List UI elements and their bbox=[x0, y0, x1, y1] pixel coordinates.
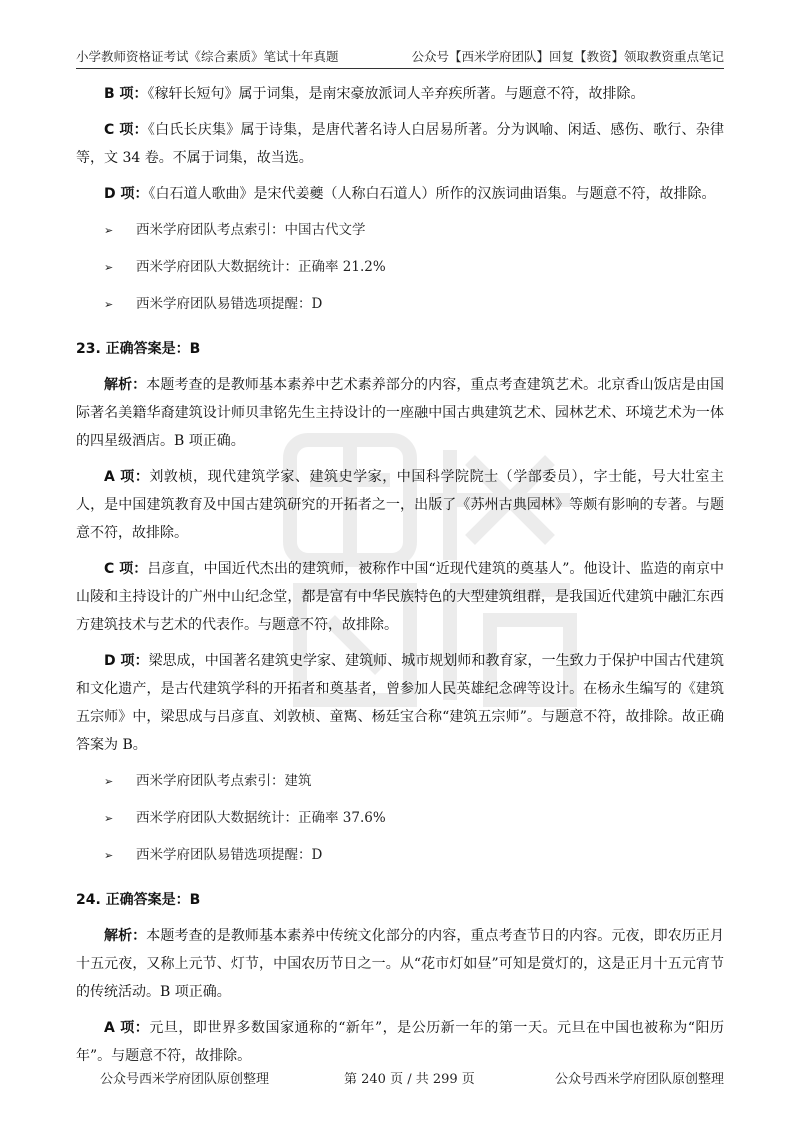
arrow-bullet-icon: ➢ bbox=[104, 849, 114, 862]
page-number: 第 240 页 / 共 299 页 bbox=[344, 1072, 475, 1087]
question-24-heading: 24. 正确答案是：B bbox=[76, 892, 201, 908]
footer-right: 公众号西米学府团队原创整理 bbox=[554, 1072, 724, 1087]
list-item: ➢ 西米学府团队易错选项提醒：D bbox=[76, 841, 724, 870]
question-23-option-c: C 项：吕彦直，中国近代杰出的建筑师，被称作中国“近现代建筑的奠基人”。他设计、监造的南京中山陵和主持设计的广州中山纪念堂，都是富有中华民族特色的大型建筑组群，是我国近代建筑中融汇东西方建筑技术与艺术的代表作。与题意不符，故排除。 bbox=[76, 561, 724, 633]
prev-option-b: B 项：《稼轩长短句》属于词集，是南宋豪放派词人辛弃疾所著。与题意不符，故排除。 bbox=[104, 86, 645, 102]
page-header bbox=[76, 40, 724, 69]
question-24-analysis: 解析：本题考查的是教师基本素养中传统文化部分的内容，重点考查节日的内容。元夜，即农历正月十五元夜，又称上元节、灯节，中国农历节日之一。从“花市灯如昼”可知是赏灯的，这是正月十五元宵节的传统活动。B 项正确。 bbox=[76, 928, 724, 1000]
list-item: ➢ 西米学府团队考点索引：中国古代文学 bbox=[76, 216, 724, 245]
prev-option-d: D 项：《白石道人歌曲》是宋代姜夔（人称白石道人）所作的汉族词曲语集。与题意不符，故排除。 bbox=[104, 186, 716, 202]
arrow-bullet-icon: ➢ bbox=[104, 812, 114, 825]
footer-left: 公众号西米学府团队原创整理 bbox=[100, 1072, 270, 1087]
list-item: ➢ 西米学府团队大数据统计：正确率 37.6% bbox=[76, 804, 724, 833]
prev-option-c: C 项：《白氏长庆集》属于诗集，是唐代著名诗人白居易所著。分为讽喻、闲适、感伤、歌行、杂律等，文 34 卷。不属于词集，故当选。 bbox=[76, 122, 724, 166]
question-23-heading: 23. 正确答案是：B bbox=[76, 341, 201, 357]
page-content bbox=[76, 80, 724, 1078]
question-24-option-a: A 项：元旦，即世界多数国家通称的“新年”，是公历新一年的第一天。元旦在中国也被称为“阳历年”。与题意不符，故排除。 bbox=[76, 1020, 724, 1064]
question-23-option-a: A 项：刘敦桢，现代建筑学家、建筑史学家，中国科学院院士（学部委员），字士能，号大壮室主人，是中国建筑教育及中国古建筑研究的开拓者之一，出版了《苏州古典园林》等颇有影响的专著。与题意不符，故排除。 bbox=[76, 469, 724, 541]
list-item: ➢ 西米学府团队考点索引：建筑 bbox=[76, 767, 724, 796]
arrow-bullet-icon: ➢ bbox=[104, 775, 114, 788]
list-item: ➢ 西米学府团队大数据统计：正确率 21.2% bbox=[76, 253, 724, 282]
header-right: 公众号【西米学府团队】回复【教资】领取教资重点笔记 bbox=[411, 49, 724, 64]
header-left: 小学教师资格证考试《综合素质》笔试十年真题 bbox=[76, 49, 339, 64]
arrow-bullet-icon: ➢ bbox=[104, 224, 114, 237]
list-item: ➢ 西米学府团队易错选项提醒：D bbox=[76, 290, 724, 319]
question-23-option-d: D 项：梁思成，中国著名建筑史学家、建筑师、城市规划师和教育家，一生致力于保护中国古代建筑和文化遗产，是古代建筑学科的开拓者和奠基者，曾参加人民英雄纪念碑等设计。在杨永生编写的《建筑五宗师》中，梁思成与吕彦直、刘敦桢、童寯、杨廷宝合称“建筑五宗师”。与题意不符，故排除。故正确答案为 B。 bbox=[76, 653, 725, 753]
question-23-analysis: 解析：本题考查的是教师基本素养中艺术素养部分的内容，重点考查建筑艺术。北京香山饭店是由国际著名美籍华裔建筑设计师贝聿铭先生主持设计的一座融中国古典建筑艺术、园林艺术、环境艺术为一体的四星级酒店。B 项正确。 bbox=[76, 377, 724, 449]
arrow-bullet-icon: ➢ bbox=[104, 261, 114, 274]
arrow-bullet-icon: ➢ bbox=[104, 298, 114, 311]
